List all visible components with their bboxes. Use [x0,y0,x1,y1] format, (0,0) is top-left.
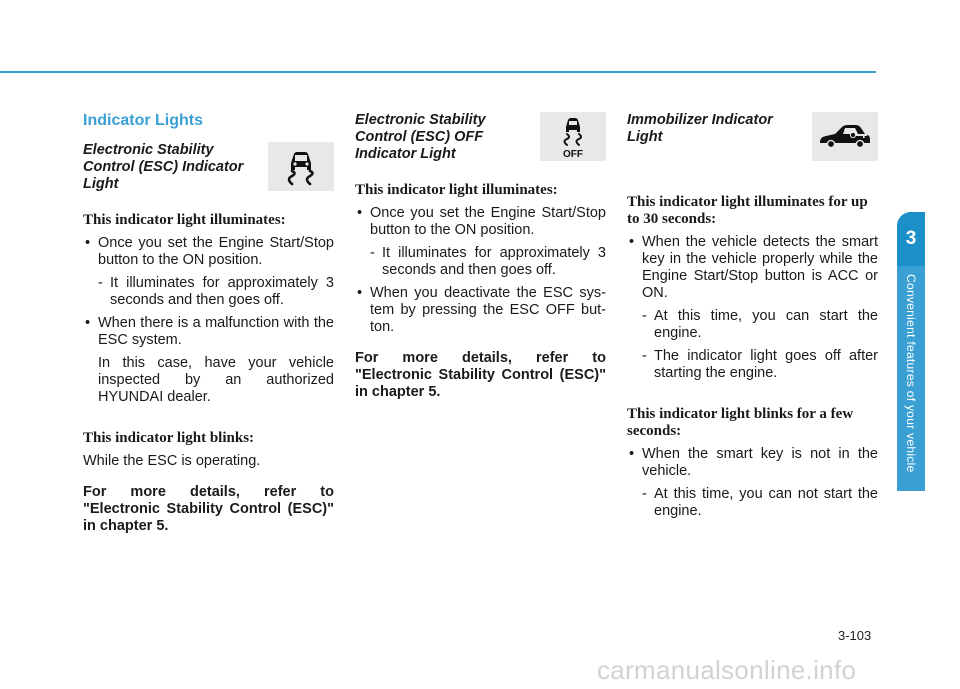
dash-mark: - [642,348,647,364]
esc-off-icon [540,112,606,161]
subsection-title: Electronic Stability Control (ESC) Indicator Light [83,142,244,192]
bullet-item: • When the smart key is not in the vehicle. [627,446,878,480]
subsection-header [355,112,606,170]
column-esc-indicator [83,108,334,535]
page-number: 3-103 [838,628,872,643]
dash-item [355,245,606,279]
dash-item [627,348,878,382]
dash-text: The indicator light goes off after starting the engine. [654,348,878,381]
heading-illuminates: This indicator light illuminates: [355,182,558,198]
dash-text: It illuminates for approximately 3 seconds and then goes off. [110,275,334,308]
subsection-header [83,142,334,200]
column-immobilizer-indicator [627,108,878,526]
subsection-title: Immobilizer Indicator Light [627,112,773,145]
icon-off-label: OFF [563,148,583,159]
reference-note: For more details, refer to "Electronic Stability Control (ESC)" in chapter 5. [355,350,606,400]
heading-blinks: This indicator light blinks: [83,430,255,446]
bullet-item: • Once you set the Engine Start/Stop button to the ON position. [355,205,606,239]
chapter-label: Convenient features of your vehicle [904,274,918,473]
dash-mark: - [98,275,103,291]
dash-text: At this time, you can not start the engine. [654,486,878,519]
bullet-item: • When the vehicle detects the smart key in the vehicle properly while the Engine Start/Stop button is ACC or ON. [627,234,878,302]
subsection-title: Electronic Stability Control (ESC) OFF Indicator Light [355,112,486,162]
bullet-item: • When you deactivate the ESC sys-tem by pressing the ESC OFF but-ton. [355,285,606,336]
heading-illuminates: This indicator light illuminates for up to 30 seconds: [627,194,868,227]
dash-text: It illuminates for approximately 3 seconds and then goes off. [382,245,606,278]
bullet-item: • Once you set the Engine Start/Stop button to the ON position. [83,235,334,269]
dash-mark: - [642,308,647,324]
chapter-tab [897,212,925,491]
dash-item [627,308,878,342]
reference-note: For more details, refer to "Electronic Stability Control (ESC)" in chapter 5. [83,484,334,534]
watermark: carmanualsonline.info [597,655,857,685]
header-rule [0,71,876,73]
dash-item [627,486,878,520]
heading-illuminates: This indicator light illuminates: [83,212,286,228]
dash-item [83,275,334,309]
bullet-item: • When there is a malfunction with the ESC system. [83,315,334,349]
subsection-header [627,112,878,182]
section-title: Indicator Lights [83,112,203,129]
column-esc-off-indicator [355,108,606,401]
dash-text: At this time, you can start the engine. [654,308,878,341]
indented-paragraph: In this case, have your vehicle inspected by an authorized HYUNDAI dealer. [98,355,334,405]
car-key-icon [812,112,878,161]
chapter-number: 3 [897,212,925,266]
esc-skid-icon [268,142,334,191]
dash-mark: - [642,486,647,502]
heading-blinks: This indicator light blinks for a few seconds: [627,406,854,439]
paragraph: While the ESC is operating. [83,453,261,469]
dash-mark: - [370,245,375,261]
